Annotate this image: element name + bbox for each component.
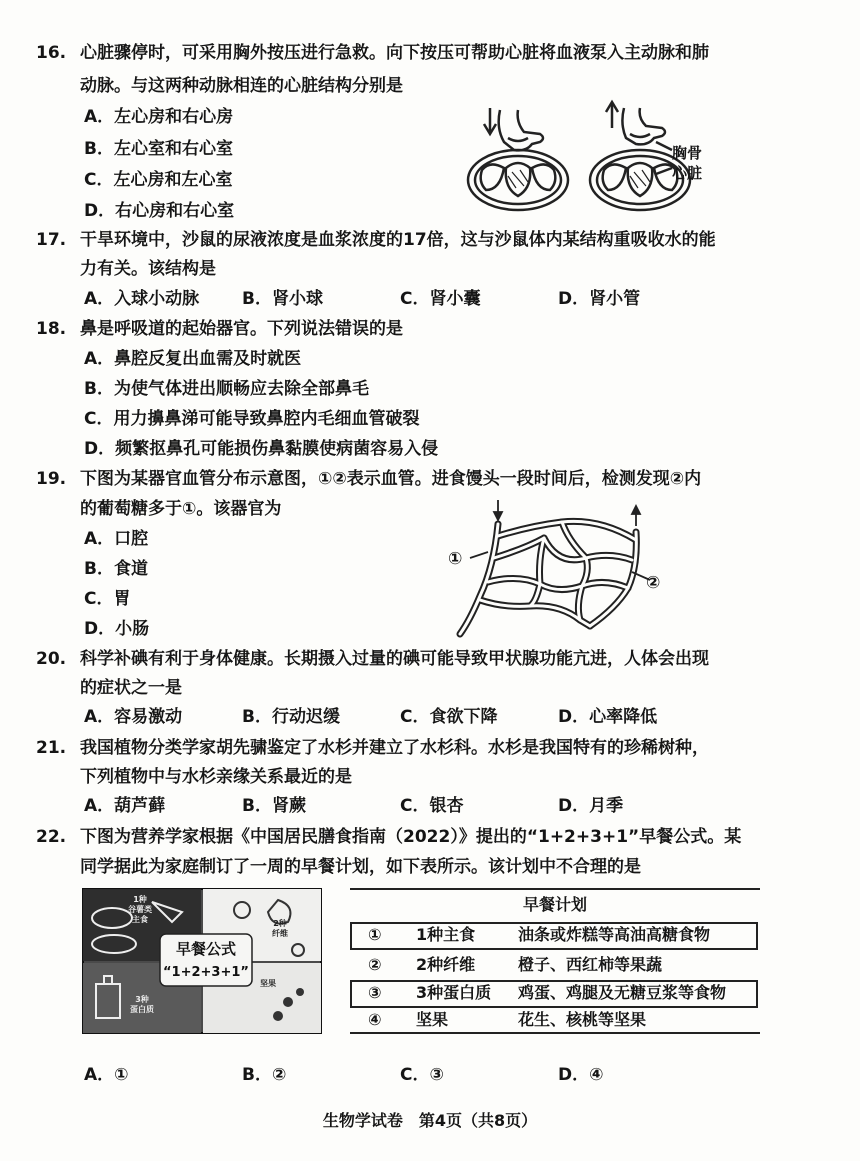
chest-compression-figure	[460, 98, 720, 216]
q19-option-a[interactable]: A．口腔	[84, 529, 149, 549]
q20-stem-line2: 的症状之一是	[80, 678, 182, 698]
table-row1-item: 1种主食	[416, 925, 476, 944]
q20-option-c[interactable]: C．食欲下降	[400, 707, 498, 727]
table-row2-detail: 橙子、西红柿等果蔬	[518, 955, 663, 974]
breakfast-plan-table	[350, 888, 760, 1034]
poster-title: 早餐公式	[175, 940, 237, 958]
table-row3-no: ③	[368, 983, 382, 1002]
q17-stem-line1: 干旱环境中，沙鼠的尿液浓度是血浆浓度的17倍，这与沙鼠体内某结构重吸收水的能	[80, 230, 716, 250]
q19-stem-line1: 下图为某器官血管分布示意图，①②表示血管。进食馒头一段时间后，检测发现②内	[80, 469, 702, 489]
q18-option-c[interactable]: C．用力擤鼻涕可能导致鼻腔内毛细血管破裂	[84, 409, 420, 429]
q22-stem-line1: 下图为营养学家根据《中国居民膳食指南（2022）》提出的“1+2+3+1”早餐公式。某	[80, 827, 742, 847]
blood-vessel-network-figure	[440, 496, 680, 646]
q18-option-b[interactable]: B．为使气体进出顺畅应去除全部鼻毛	[84, 379, 369, 399]
sternum-label: 胸骨	[672, 144, 703, 162]
poster-tag1-line3: 主食	[132, 915, 148, 924]
q22-stem-line2: 同学据此为家庭制订了一周的早餐计划，如下表所示。该计划中不合理的是	[80, 857, 641, 877]
q21-option-b[interactable]: B．肾蕨	[242, 796, 306, 816]
q21-stem-line2: 下列植物中与水杉亲缘关系最近的是	[80, 767, 352, 787]
q20-option-a[interactable]: A．容易激动	[84, 707, 183, 727]
q17-number: 17.	[36, 230, 67, 250]
q19-option-b[interactable]: B．食道	[84, 559, 148, 579]
q22-number: 22.	[36, 827, 67, 847]
q20-option-b[interactable]: B．行动迟缓	[242, 707, 340, 727]
q19-number: 19.	[36, 469, 67, 489]
poster-tag1-line1: 1种	[133, 895, 147, 904]
table-row1-detail: 油条或炸糕等高油高糖食物	[518, 925, 711, 944]
q21-option-c[interactable]: C．银杏	[400, 796, 464, 816]
table-row2-no: ②	[368, 955, 382, 974]
q16-option-d[interactable]: D．右心房和右心室	[84, 201, 235, 221]
q17-option-d[interactable]: D．肾小管	[558, 289, 641, 309]
q21-option-a[interactable]: A．葫芦藓	[84, 796, 166, 816]
q16-option-c[interactable]: C．左心房和左心室	[84, 170, 233, 190]
poster-tag1-line2: 谷薯类	[128, 905, 152, 914]
table-row4-item: 坚果	[416, 1010, 449, 1029]
q16-stem-line2: 动脉。与这两种动脉相连的心脏结构分别是	[80, 76, 403, 96]
table-row1-no: ①	[368, 925, 382, 944]
q19-option-c[interactable]: C．胃	[84, 589, 131, 609]
table-row2-item: 2种纤维	[416, 955, 476, 974]
heart-label: 心脏	[672, 164, 703, 182]
q17-option-c[interactable]: C．肾小囊	[400, 289, 481, 309]
table-row4-detail: 花生、核桃等坚果	[518, 1010, 647, 1029]
page-footer: 生物学试卷 第4页（共8页）	[322, 1111, 538, 1130]
vessel-1-label: ①	[448, 549, 463, 569]
q20-number: 20.	[36, 649, 67, 669]
q16-stem-line1: 心脏骤停时，可采用胸外按压进行急救。向下按压可帮助心脏将血液泵入主动脉和肺	[80, 43, 709, 63]
q22-option-a[interactable]: A．①	[84, 1065, 129, 1085]
q22-option-d[interactable]: D．④	[558, 1065, 604, 1085]
q19-option-d[interactable]: D．小肠	[84, 619, 150, 639]
table-row4-no: ④	[368, 1010, 382, 1029]
q16-number: 16.	[36, 43, 67, 63]
q20-stem-line1: 科学补碘有利于身体健康。长期摄入过量的碘可能导致甲状腺功能亢进，人体会出现	[80, 649, 709, 669]
q20-option-d[interactable]: D．心率降低	[558, 707, 658, 727]
vessel-2-label: ②	[646, 573, 661, 593]
poster-tag3-line1: 3种	[135, 995, 149, 1004]
q17-option-b[interactable]: B．肾小球	[242, 289, 323, 309]
q22-option-c[interactable]: C．③	[400, 1065, 444, 1085]
poster-tag2-line1: 2种	[273, 919, 287, 928]
q17-stem-line2: 力有关。该结构是	[80, 259, 216, 279]
poster-tag4-line1: 坚果	[260, 979, 276, 988]
table-row3-detail: 鸡蛋、鸡腿及无糖豆浆等食物	[518, 983, 727, 1002]
poster-tag2-line2: 纤维	[272, 929, 288, 938]
q18-option-a[interactable]: A．鼻腔反复出血需及时就医	[84, 349, 302, 369]
q21-stem-line1: 我国植物分类学家胡先骕鉴定了水杉并建立了水杉科。水杉是我国特有的珍稀树种，	[80, 738, 709, 758]
q16-option-a[interactable]: A．左心房和右心房	[84, 107, 234, 127]
q17-option-a[interactable]: A．入球小动脉	[84, 289, 200, 309]
poster-tag3-line2: 蛋白质	[130, 1005, 154, 1014]
poster-formula: “1+2+3+1”	[163, 965, 249, 980]
table-row3-item: 3种蛋白质	[416, 983, 492, 1002]
q21-option-d[interactable]: D．月季	[558, 796, 624, 816]
table-title: 早餐计划	[522, 895, 587, 914]
q18-stem-line1: 鼻是呼吸道的起始器官。下列说法错误的是	[80, 319, 403, 339]
q22-option-b[interactable]: B．②	[242, 1065, 287, 1085]
q18-option-d[interactable]: D．频繁抠鼻孔可能损伤鼻黏膜使病菌容易入侵	[84, 439, 439, 459]
q19-stem-line2: 的葡萄糖多于①。该器官为	[80, 499, 282, 519]
q18-number: 18.	[36, 319, 67, 339]
q21-number: 21.	[36, 738, 67, 758]
breakfast-formula-poster	[82, 888, 322, 1034]
q16-option-b[interactable]: B．左心室和右心室	[84, 139, 233, 159]
